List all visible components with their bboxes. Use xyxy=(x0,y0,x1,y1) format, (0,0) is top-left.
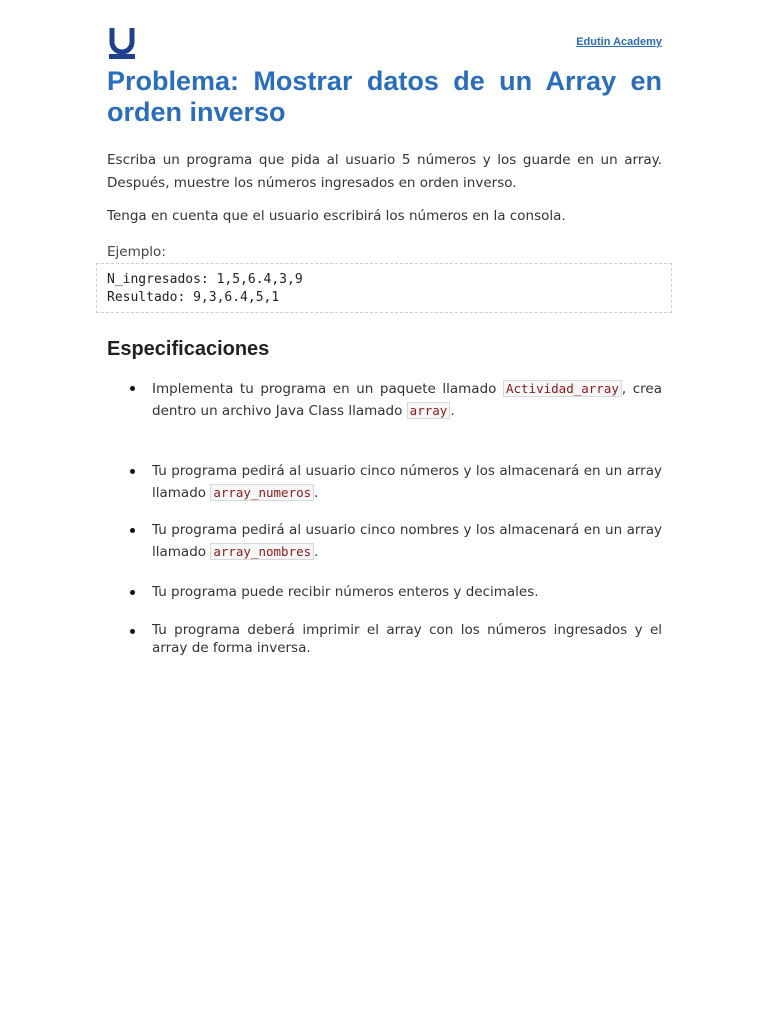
array-name-code: array_numeros xyxy=(210,484,314,501)
spec-text: . xyxy=(314,544,319,560)
bullet-dot-icon xyxy=(130,528,135,533)
code-line-2: Resultado: 9,3,6.4,5,1 xyxy=(107,290,280,305)
code-line-1: N_ingresados: 1,5,6.4,3,9 xyxy=(107,272,303,287)
specs-heading: Especificaciones xyxy=(107,338,270,360)
spec-item-3 xyxy=(152,520,662,563)
example-label: Ejemplo: xyxy=(107,244,166,260)
spec-item-5: Tu programa deberá imprimir el array con los números ingresados y el array de forma inversa. xyxy=(152,622,662,656)
intro-paragraph-2: Tenga en cuenta que el usuario escribirá los números en la consola. xyxy=(107,208,566,224)
spec-text: Tu programa pedirá al usuario cinco nombres y los almacenará en un array llamado xyxy=(152,522,662,560)
bullet-dot-icon xyxy=(130,386,135,391)
spec-text: , crea dentro un archivo Java Class llamado xyxy=(152,381,662,419)
array-name-code: array_nombres xyxy=(210,543,314,560)
spec-text: . xyxy=(450,403,455,419)
intro-paragraph-1: Escriba un programa que pida al usuario 5 números y los guarde en un array. Después, muestre los números ingresados en orden inverso. xyxy=(107,152,662,191)
example-code-block xyxy=(96,263,672,313)
spec-item-4: Tu programa puede recibir números enteros y decimales. xyxy=(152,584,539,600)
spec-text: . xyxy=(314,485,319,501)
spec-text: Implementa tu programa en un paquete llamado xyxy=(152,381,503,397)
package-name-code: Actividad_array xyxy=(503,380,622,397)
edutin-logo-icon xyxy=(108,26,136,60)
page-title: Problema: Mostrar datos de un Array en orden inverso xyxy=(107,66,662,127)
bullet-dot-icon xyxy=(130,469,135,474)
spec-item-2 xyxy=(152,461,662,504)
class-name-code: array xyxy=(407,402,451,419)
bullet-dot-icon xyxy=(130,629,135,634)
spec-text: Tu programa pedirá al usuario cinco números y los almacenará en un array llamado xyxy=(152,463,662,501)
bullet-dot-icon xyxy=(130,590,135,595)
edutin-academy-link[interactable]: Edutin Academy xyxy=(576,36,662,48)
spec-item-1 xyxy=(152,378,662,422)
